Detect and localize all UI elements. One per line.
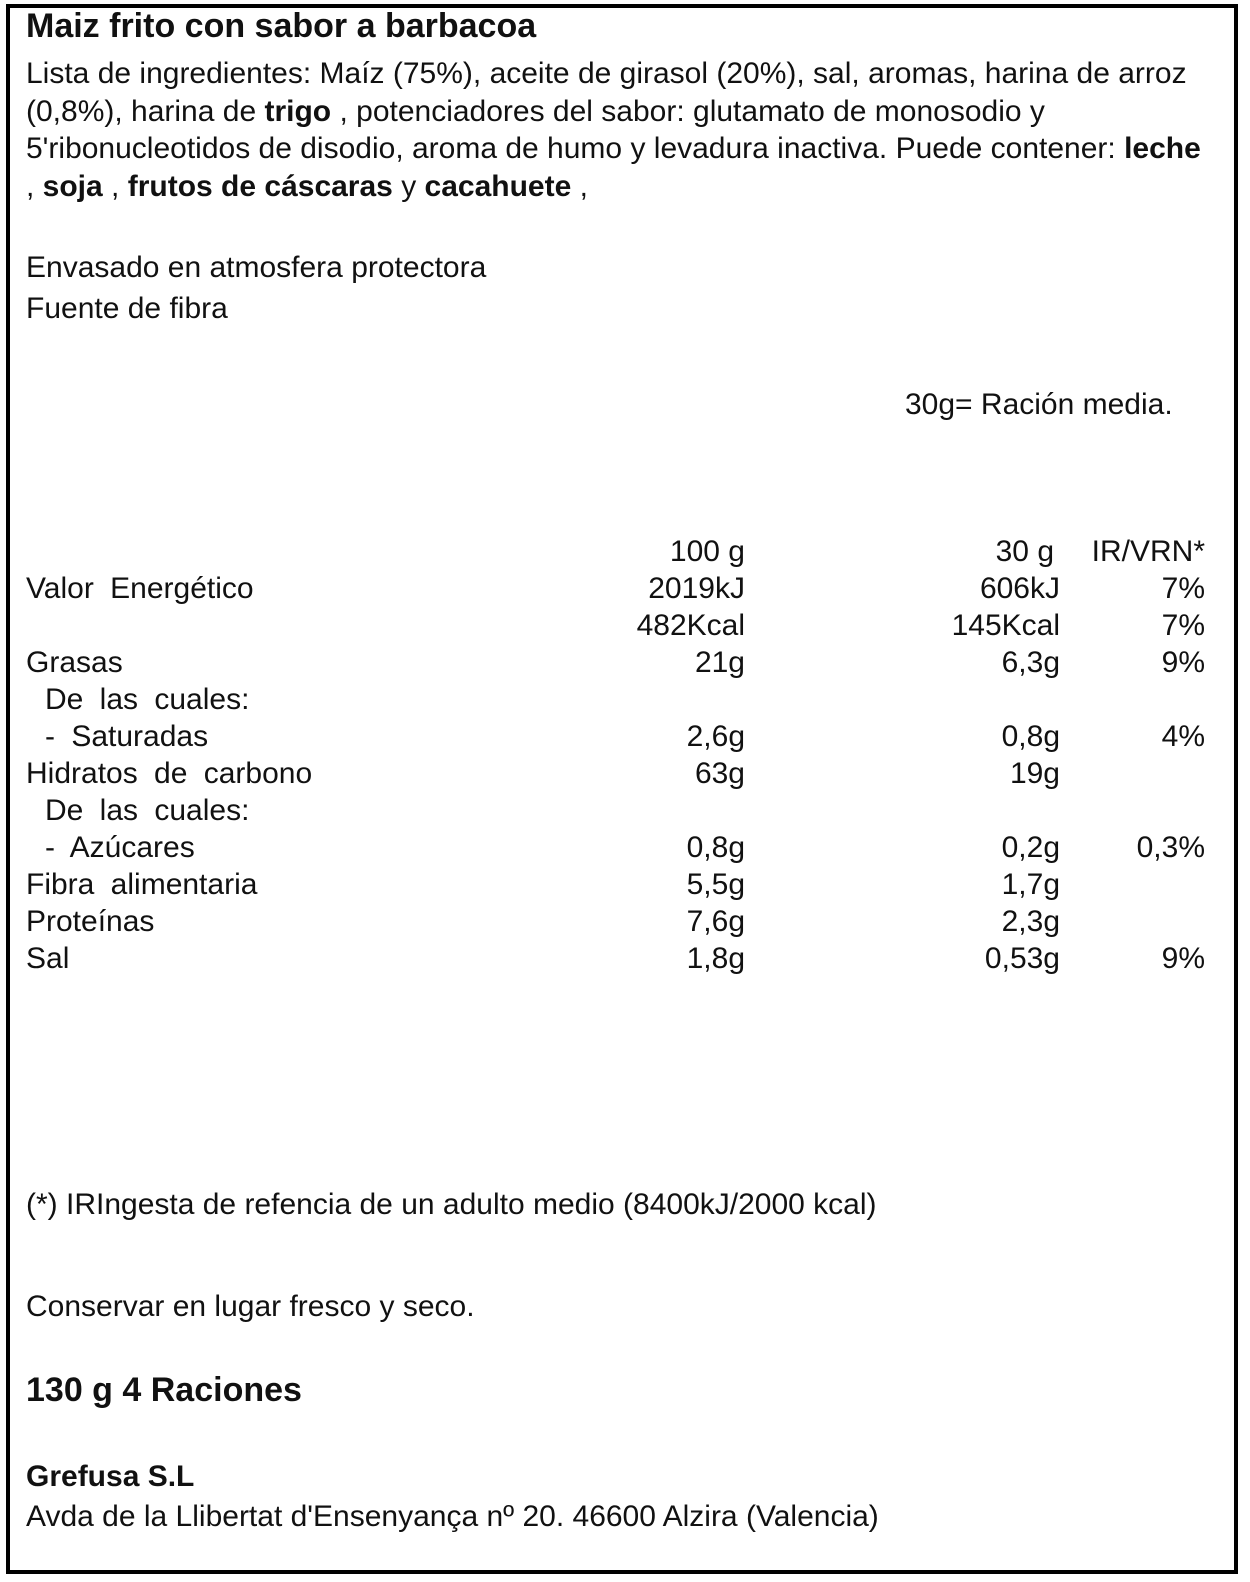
allergen: trigo: [264, 94, 332, 128]
ingredients-text: ,: [26, 169, 43, 203]
nutrient-label: Fibra alimentaria: [26, 868, 258, 901]
nutrient-label: Proteínas: [26, 905, 155, 938]
value-per30: 1,7g: [1001, 868, 1060, 901]
value-per100: 7,6g: [686, 905, 745, 938]
company-name: Grefusa S.L: [26, 1460, 195, 1493]
ingredients-text: Lista de ingredientes: Maíz (75%), aceite de girasol (20%), sal, aromas, harina de arroz (0,8%), harina de: [26, 57, 1187, 128]
value-per100: 2019kJ: [648, 572, 745, 605]
allergen: leche: [1124, 132, 1201, 165]
value-per30: 0,8g: [1001, 720, 1060, 753]
nutrient-label: - Saturadas: [45, 720, 209, 753]
value-per100: 1,8g: [686, 942, 745, 975]
net-weight: 130 g 4 Raciones: [26, 1371, 302, 1409]
header-ir: IR/VRN*: [1091, 535, 1205, 568]
value-per100: 63g: [694, 757, 745, 790]
ingredients-text: , potenciadores del sabor: glutamato de monosodio y 5'ribonucleotidos de disodio, aroma de humo y levadura inactiva. Puede contener:: [26, 94, 1125, 165]
allergen: soja: [42, 169, 103, 203]
nutrient-label: Grasas: [26, 646, 123, 679]
value-ir: 0,3%: [1136, 831, 1205, 864]
fiber-claim: Fuente de fibra: [26, 292, 228, 325]
nutrient-label: De las cuales:: [45, 794, 250, 827]
value-per100: 2,6g: [686, 720, 745, 753]
value-ir: 7%: [1161, 572, 1205, 605]
nutrient-label: Sal: [26, 942, 70, 975]
storage-instructions: Conservar en lugar fresco y seco.: [26, 1290, 475, 1323]
header-per100: 100 g: [669, 535, 745, 568]
footnote: (*) IRIngesta de refencia de un adulto medio (8400kJ/2000 kcal): [26, 1188, 877, 1221]
packaging-note: Envasado en atmosfera protectora: [26, 251, 487, 284]
allergen: frutos de cáscaras: [127, 169, 393, 203]
ingredients-text: y: [392, 169, 425, 203]
value-per30: 145Kcal: [951, 609, 1060, 642]
value-per100: 482Kcal: [636, 609, 745, 642]
nutrient-label: Hidratos de carbono: [26, 757, 313, 790]
nutrient-label: De las cuales:: [45, 683, 250, 716]
serving-note: 30g= Ración media.: [905, 388, 1173, 421]
ingredients-text: ,: [571, 169, 588, 203]
value-per100: 5,5g: [686, 868, 745, 901]
nutrient-label: - Azúcares: [45, 831, 195, 864]
value-per30: 606kJ: [979, 572, 1060, 605]
value-per30: 6,3g: [1001, 646, 1060, 679]
value-per30: 19g: [1009, 757, 1060, 790]
header-per30: 30 g: [995, 535, 1054, 568]
value-per100: 21g: [694, 646, 745, 679]
nutrient-label: Valor Energético: [26, 572, 254, 605]
value-per30: 0,53g: [984, 942, 1060, 975]
value-ir: 9%: [1161, 646, 1205, 679]
value-ir: 9%: [1161, 942, 1205, 975]
product-title: Maiz frito con sabor a barbacoa: [26, 7, 537, 45]
allergen: cacahuete: [424, 169, 572, 203]
ingredients-list: [26, 55, 1206, 205]
value-per100: 0,8g: [686, 831, 745, 864]
value-per30: 0,2g: [1001, 831, 1060, 864]
value-ir: 7%: [1161, 609, 1205, 642]
value-per30: 2,3g: [1001, 905, 1060, 938]
value-ir: 4%: [1161, 720, 1205, 753]
company-address: Avda de la Llibertat d'Ensenyança nº 20. 46600 Alzira (Valencia): [26, 1500, 879, 1533]
ingredients-text: ,: [102, 169, 128, 203]
